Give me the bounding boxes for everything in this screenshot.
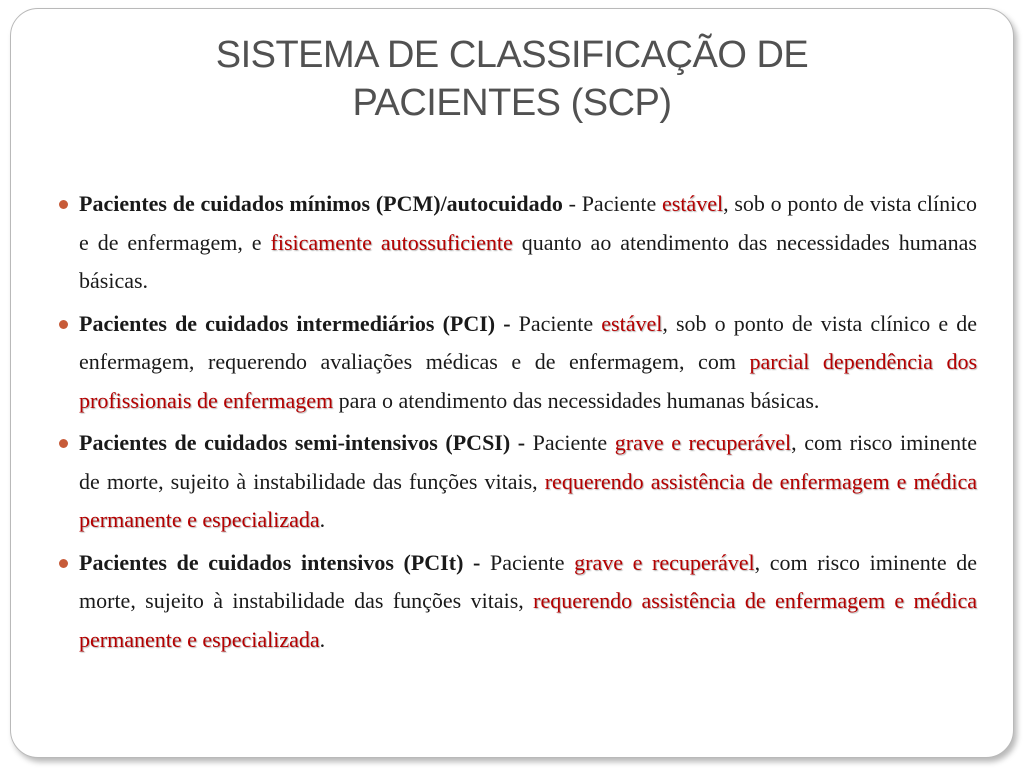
- bullet-list: [59, 185, 977, 663]
- bullet-text: Paciente: [480, 549, 575, 575]
- highlight-text: grave e recuperável: [614, 430, 792, 455]
- highlight-text: requerendo assistência de enfermagem e médica permanente e especializada: [79, 588, 977, 652]
- bullet-dot-icon: [59, 320, 68, 329]
- bullet-text: , sob o ponto de vista clínico e de enfermagem, requerendo avaliações médicas e de enfermagem, com: [79, 310, 978, 374]
- bullet-item-pcm: [59, 185, 977, 301]
- highlight-text: fisicamente autossuficiente: [270, 229, 513, 255]
- highlight-text: grave e recuperável: [574, 549, 755, 575]
- bullet-text: , com risco iminente de morte, sujeito à instabilidade das funções vitais,: [79, 430, 977, 494]
- bullet-text: , com risco iminente de morte, sujeito à instabilidade das funções vitais,: [79, 549, 977, 613]
- slide: [10, 8, 1014, 758]
- bullet-text: .: [319, 626, 326, 652]
- highlight-text: parcial dependência dos profissionais de enfermagem: [79, 349, 978, 413]
- bullet-term: Pacientes de cuidados intermediários (PCI) -: [79, 310, 511, 336]
- highlight-text: estável: [601, 310, 663, 336]
- highlight-text: requerendo assistência de enfermagem e médica permanente e especializada: [79, 468, 977, 532]
- bullet-text: Paciente: [510, 310, 602, 336]
- slide-title: [51, 31, 973, 127]
- bullet-text: para o atendimento das necessidades humanas básicas.: [333, 387, 820, 413]
- highlight-text: estável: [661, 191, 724, 216]
- bullet-text: quanto ao atendimento das necessidades humanas básicas.: [79, 229, 977, 293]
- bullet-item-pcit: [59, 544, 977, 660]
- bullet-item-pci: [59, 305, 977, 421]
- title-line-1: SISTEMA DE CLASSIFICAÇÃO DE: [215, 34, 809, 76]
- bullet-term: Pacientes de cuidados intensivos (PCIt) -: [79, 549, 481, 575]
- bullet-term: Pacientes de cuidados semi-intensivos (PCSI) -: [79, 430, 526, 455]
- bullet-dot-icon: [59, 559, 68, 568]
- bullet-text: .: [319, 507, 326, 532]
- bullet-text: - Paciente: [562, 191, 662, 216]
- bullet-item-pcsi: [59, 424, 977, 540]
- bullet-text: Paciente: [525, 430, 615, 455]
- bullet-dot-icon: [59, 439, 68, 448]
- bullet-text: , sob o ponto de vista clínico e de enfermagem, e: [79, 191, 977, 255]
- title-line-2: PACIENTES (SCP): [352, 82, 672, 124]
- bullet-dot-icon: [59, 200, 68, 209]
- bullet-term: Pacientes de cuidados mínimos (PCM)/autocuidado: [79, 191, 563, 216]
